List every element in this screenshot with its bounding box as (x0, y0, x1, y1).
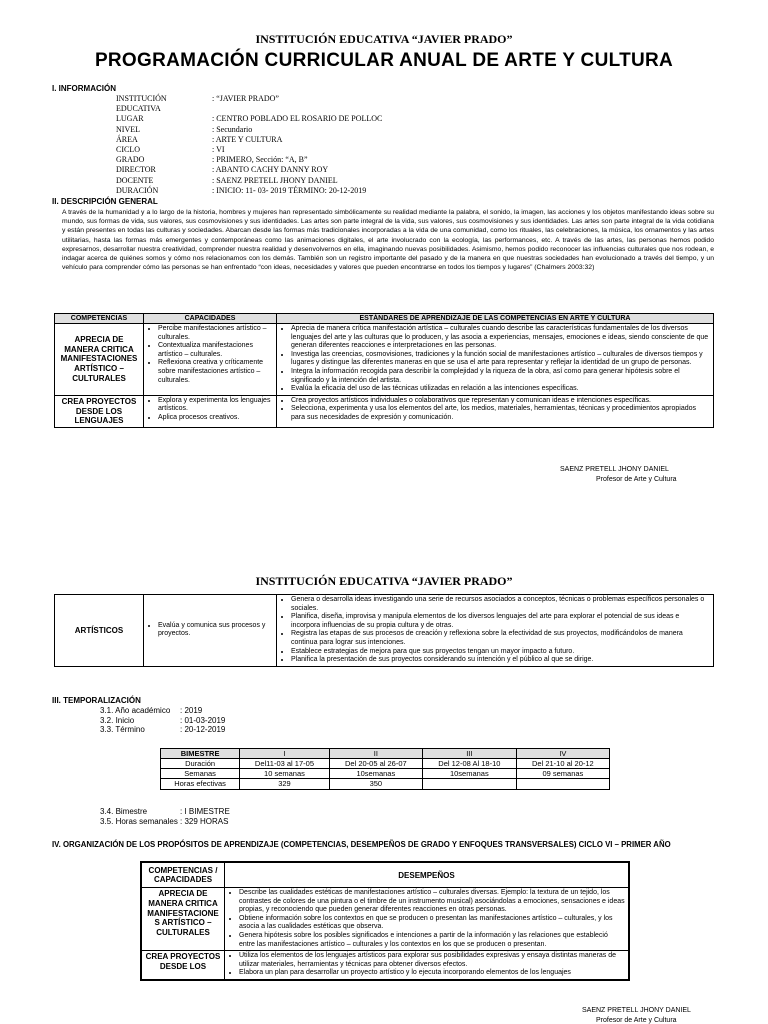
capacidades-aprecia (144, 324, 277, 396)
institution-header: INSTITUCIÓN EDUCATIVA “JAVIER PRADO” (255, 32, 513, 46)
info-value: : SAENZ PRETELL JHONY DANIEL (212, 175, 338, 185)
estandar-item: • Investiga las creencias, cosmovisiones, tradiciones y la función social de manifestaciones artístico – culturales de diversos tiempos y lugares y distingue las diferentes maneras en que se usa el arte para representar y reflejar la identidad de un grupo de personas. (291, 351, 710, 368)
info-value: : ABANTO CACHY DANNY ROY (212, 165, 329, 175)
bimestre-cell (516, 779, 609, 790)
bimestre-cell: 329 (240, 779, 330, 790)
signature-name: SAENZ PRETELL JHONY DANIEL (560, 466, 669, 473)
desempeno-item: • Utiliza los elementos de los lenguajes artísticos para explorar sus posibilidades expresivas y ensaya distintas maneras de utilizar materiales, herramientas y técnicas para obtener diversos efectos. (239, 952, 625, 969)
info-value: : ARTE Y CULTURA (212, 134, 283, 144)
desempeno-item: • Elabora un plan para desarrollar un proyecto artístico y lo ejecuta incorporando elementos de los lenguajes (239, 969, 625, 978)
estandar-item: • Registra las etapas de sus procesos de creación y reflexiona sobre la efectividad de sus proyectos, modificándolos de manera continua para lograr sus intenciones. (291, 630, 710, 647)
description-paragraph: A través de la humanidad y a lo largo de la historia, hombres y mujeres han representado simbólicamente su realidad mediante la palabra, el sonido, la imagen, las acciones y los objetos manifestando ideas sobre su mundo, sus formas de vida, sus valores, sus cosmovisiones y sus identidades. Las artes son parte integral de la vida, sus valores, sus cosmovisiones y sus identidades. Las artes son parte integral de la vida cotidiana y están presentes en todas las culturas y sociedades. Abarcan desde las formas más tradicionales incorporadas a la vida de una comunidad, como los rituales, las celebraciones, la música, los ornamentos y las artes utilitarias, hasta las formas más emergentes y contemporáneas como las animaciones digitales, el arte involucrado con la ecología, las performances, etc. A través de las artes, las personas hemos podido expresarnos, desarrollar nuestra creatividad, comprender nuestra realidad y desenvolvernos en ella, imaginando nuevas posibilidades. Asimismo, hemos podido reconocer las influencias culturales que nos rodean, e indagar acerca de quiénes somos y cómo nos relacionamos con los demás. También son un registro importante del pasado y de la manera en que nuestras sociedades han evolucionado a través del tiempo, y un vehículo para comprender cómo las personas se han enfrentado “con ideas, necesidades y valores que pueden encontrarse en todos los tiempos y lugares” (Chalmers 2003:32) (62, 209, 714, 272)
bimestre-cell (422, 779, 516, 790)
estandar-item: • Integra la información recogida para describir la complejidad y la riqueza de la obra, así como para generar hipótesis sobre el significado y la intención del artista. (291, 368, 710, 385)
bimestre-info (100, 807, 230, 826)
bimestre-table (160, 748, 610, 790)
section-informacion-title: I. INFORMACIÓN (52, 84, 116, 93)
info-key: INSTITUCIÓN EDUCATIVA (116, 94, 167, 114)
temporal-key: 3.1. Año académico (100, 706, 171, 715)
capacidades-crea (144, 395, 277, 427)
estandar-item: • Planifica, diseña, improvisa y manipula elementos de los diversos lenguajes del arte para explorar el potencial de sus ideas e incorpora influencias de su propia cultura y de otras. (291, 613, 710, 630)
estandar-item: • Establece estrategias de mejora para que sus proyectos tengan un mayor impacto a futuro. (291, 648, 710, 657)
estandares-artisticos (277, 595, 714, 667)
bimestre-cell: 09 semanas (516, 769, 609, 779)
info-value: : “JAVIER PRADO” (212, 94, 279, 103)
competencia-aprecia-2: APRECIA DE MANERA CRITICA MANIFESTACIONE S ARTÍSTICO – CULTURALES (141, 888, 225, 951)
competencia-aprecia: APRECIA DE MANERA CRITICA MANIFESTACIONES ARTÍSTICO – CULTURALES (55, 324, 144, 396)
competencia-artisticos: ARTÍSTICOS (55, 595, 144, 667)
info-value: : PRIMERO, Sección: “A, B” (212, 155, 308, 165)
info-row (116, 145, 516, 155)
info-row (116, 186, 516, 196)
temporal-block (100, 706, 225, 735)
estandar-item: • Planifica la presentación de sus proyectos considerando su intención y el público al que se dirige. (291, 656, 710, 665)
competencia-crea-2: CREA PROYECTOS DESDE LOS (141, 951, 225, 980)
info-key: GRADO (116, 155, 145, 165)
info-key: LUGAR (116, 114, 144, 124)
header-competencias-capacidades: COMPETENCIAS / CAPACIDADES (141, 862, 225, 888)
temporal-key: 3.2. Inicio (100, 715, 135, 725)
capacidad-item: • Contextualiza manifestaciones artístico – culturales. (158, 342, 273, 359)
estandar-item: • Selecciona, experimenta y usa los elementos del arte, los medios, materiales, herramientas, técnicas y procedimientos apropiados para sus necesidades de expresión y comunicación. (291, 405, 710, 422)
bimestre-cell: 350 (329, 779, 422, 790)
continuation-table (54, 594, 714, 667)
bimestre-header: III (422, 749, 516, 759)
info-row (116, 135, 516, 145)
info-row (116, 155, 516, 165)
desempenos-crea (225, 951, 630, 980)
header-competencias: COMPETENCIAS (55, 314, 144, 324)
estandar-item: • Aprecia de manera crítica manifestación artística – culturales cuando describe las características fundamentales de los diversos lenguajes del arte y las culturas que lo producen, y las asocia a experiencias, mensajes, emociones e ideas, siendo consciente de que generan diferentes reacciones e interpretaciones en las personas. (291, 325, 710, 351)
desempeno-item: • Obtiene información sobre los contextos en que se producen o presentan las manifestaciones artístico – culturales, y los asocia a las cualidades estéticas que observa. (239, 915, 625, 932)
header-capacidades: CAPACIDADES (144, 314, 277, 324)
bimestre-header: II (329, 749, 422, 759)
info-row (116, 125, 516, 135)
section-descripcion-title: II. DESCRIPCIÓN GENERAL (52, 197, 158, 206)
desempenos-aprecia (225, 888, 630, 951)
info-key: DIRECTOR (116, 165, 156, 175)
bimestre-header: IV (516, 749, 609, 759)
capacidad-item: • Percibe manifestaciones artístico – culturales. (158, 325, 273, 342)
info-key: NIVEL (116, 124, 140, 134)
info-key: CICLO (116, 145, 140, 155)
estandar-item: • Genera o desarrolla ideas investigando una serie de recursos asociados a conceptos, técnicas o problemas específicos personales o sociales. (291, 596, 710, 613)
capacidad-item: • Explora y experimenta los lenguajes artísticos. (158, 397, 273, 414)
header-estandares: ESTÁNDARES DE APRENDIZAJE DE LAS COMPETENCIAS EN ARTE Y CULTURA (277, 314, 714, 324)
bimestre-cell: 10 semanas (240, 769, 330, 779)
temporal-value: : 01-03-2019 (180, 715, 226, 725)
bimestre-cell: 10semanas (329, 769, 422, 779)
bimestre-cell: Duración (161, 759, 240, 769)
capacidad-item: • Reflexiona creativa y críticamente sobre manifestaciones artístico – culturales. (158, 359, 273, 385)
info-block (116, 94, 516, 196)
info-key: DOCENTE (116, 175, 154, 185)
desempenos-table (140, 861, 630, 981)
bimestre-cell: Del 12-08 Al 18-10 (422, 759, 516, 769)
bimestre-cell: Del 21-10 al 20-12 (516, 759, 609, 769)
estandar-item: • Crea proyectos artísticos individuales o colaborativos que representan y comunican ideas e intenciones específicas. (291, 397, 710, 406)
bimestre-cell: Del11-03 al 17-05 (240, 759, 330, 769)
signature-name-page2: SAENZ PRETELL JHONY DANIEL (582, 1007, 691, 1014)
extra-value: : I BIMESTRE (180, 807, 230, 816)
extra-key: 3.4. Bimestre (100, 807, 148, 816)
section-organizacion-title: IV. ORGANIZACIÓN DE LOS PROPÓSITOS DE APRENDIZAJE (COMPETENCIAS, DESEMPEÑOS DE GRADO Y ENFOQUES TRANSVERSALES) CICLO VI – PRIMER AÑO (52, 840, 671, 849)
capacidades-artisticos (144, 595, 277, 667)
competencia-crea: CREA PROYECTOS DESDE LOS LENGUAJES (55, 395, 144, 427)
temporal-value: : 20-12-2019 (180, 725, 226, 735)
desempeno-item: • Describe las cualidades estéticas de manifestaciones artístico – culturales diversas. Ejemplo: la textura de un tejido, los contrastes de colores de una pintura o el timbre de un instrumento musical) asociándolas a emociones, sensaciones e ideas propias, y reconociendo que pueden generar diferentes reacciones en otras personas. (239, 889, 625, 915)
info-value: : CENTRO POBLADO EL ROSARIO DE POLLOC (212, 114, 383, 124)
temporal-key: 3.3. Término (100, 725, 145, 735)
info-value: : Secundario (212, 124, 253, 134)
bimestre-header: BIMESTRE (161, 749, 240, 759)
info-key: ÁREA (116, 134, 138, 144)
signature-title: Profesor de Arte y Cultura (596, 476, 677, 483)
bimestre-header: I (240, 749, 330, 759)
info-row (116, 114, 516, 124)
capacidad-item: • Evalúa y comunica sus procesos y proyectos. (158, 622, 273, 639)
capacidad-item: • Aplica procesos creativos. (158, 414, 273, 423)
info-key: DURACIÓN (116, 185, 159, 195)
extra-key: 3.5. Horas semanales (100, 816, 178, 826)
extra-value: : 329 HORAS (180, 816, 229, 826)
info-value: : INICIO: 11- 03- 2019 TÉRMINO: 20-12-2019 (212, 185, 367, 195)
estandar-item: • Evalúa la eficacia del uso de las técnicas utilizadas en relación a las intenciones específicas. (291, 385, 710, 394)
info-row (116, 94, 516, 114)
header-desempenos: DESEMPEÑOS (225, 862, 630, 888)
temporal-value: : 2019 (180, 706, 203, 715)
info-value: : VI (212, 145, 225, 155)
bimestre-cell: 10semanas (422, 769, 516, 779)
bimestre-cell: Horas efectivas (161, 779, 240, 790)
competencias-table (54, 313, 714, 428)
institution-header-page2: INSTITUCIÓN EDUCATIVA “JAVIER PRADO” (255, 574, 513, 588)
signature-title-page2: Profesor de Arte y Cultura (596, 1017, 677, 1024)
section-temporalizacion-title: III. TEMPORALIZACIÓN (52, 696, 141, 705)
page-title: PROGRAMACIÓN CURRICULAR ANUAL DE ARTE Y CULTURA (94, 50, 674, 71)
info-row (116, 165, 516, 175)
info-row (116, 176, 516, 186)
estandares-aprecia (277, 324, 714, 396)
estandares-crea (277, 395, 714, 427)
desempeno-item: • Genera hipótesis sobre los posibles significados e intenciones a partir de la información y las relaciones que estableció entre las manifestaciones artístico – culturales y los contextos en los que se producen o presentan. (239, 932, 625, 949)
bimestre-cell: Del 20-05 al 26-07 (329, 759, 422, 769)
bimestre-cell: Semanas (161, 769, 240, 779)
